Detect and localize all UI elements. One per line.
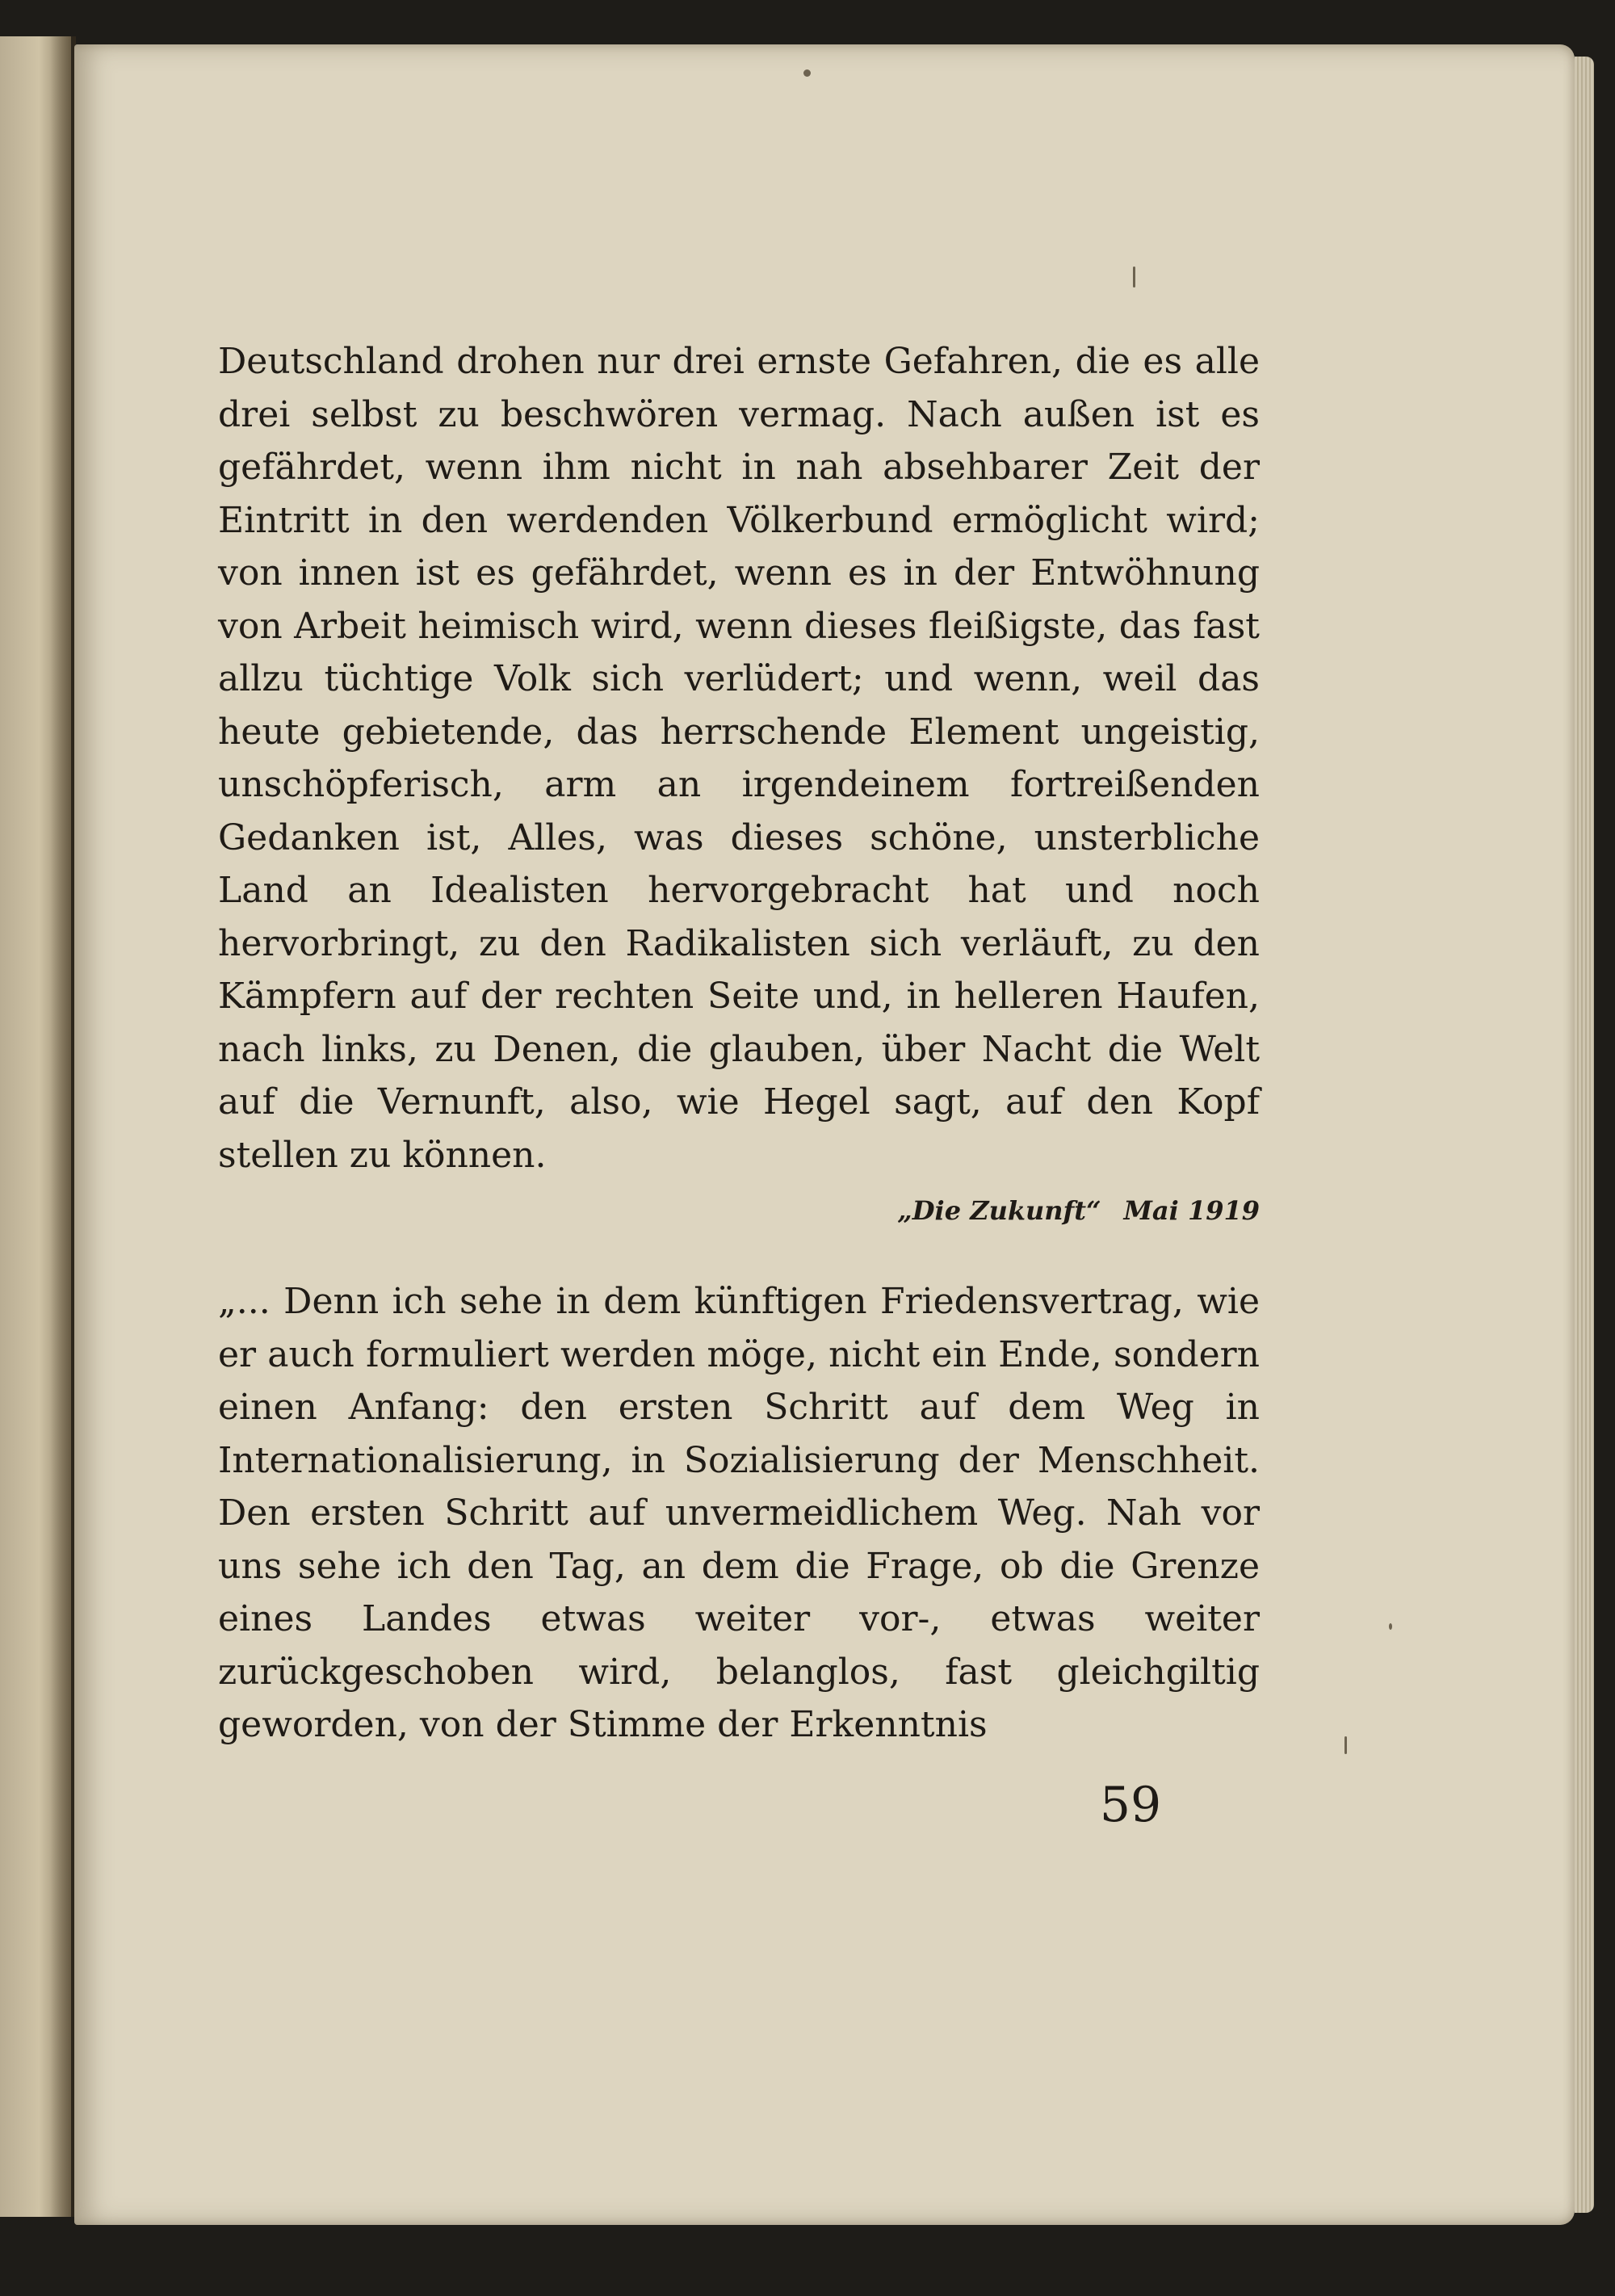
paragraph-first: Deutschland drohen nur drei ernste Gefahren, die es alle drei selbst zu beschwören vermag. Nach außen ist es gefährdet, wenn ihm nicht in nah absehbarer Zeit der Eintritt in den werdenden Völkerbund ermöglicht wird; von innen ist es gefährdet, wenn es in der Entwöhnung von Arbeit heimisch wird, wenn dieses fleißigste, das fast allzu tüchtige Volk sich verlüdert; und wenn, weil das heute gebietende, das herrschende Element ungeistig, unschöpferisch, arm an irgendeinem fortreißenden Gedanken ist, Alles, was dieses schöne, unsterbliche Land an Idealisten hervorgebracht hat und noch hervorbringt, zu den Radikalisten sich verläuft, zu den Kämpfern auf der rechten Seite und, in helleren Haufen, nach links, zu Denen, die glauben, über Nacht die Welt auf die Vernunft, also, wie Hegel sagt, auf den Kopf stellen zu können. (218, 341, 1260, 1176)
paragraph-second: „... Denn ich sehe in dem künftigen Friedensvertrag, wie er auch formuliert werden möge, nicht ein Ende, sondern einen Anfang: den ersten Schritt auf dem Weg in Internationalisierung, in Sozialisierung der Menschheit. Den ersten Schritt auf unvermeidlichem Weg. Nah vor uns sehe ich den Tag, an dem die Frage, ob die Grenze eines Landes etwas weiter vor-, etwas weiter zurückgeschoben wird, belanglos, fast gleichgiltig geworden, von der Stimme der Erkenntnis (218, 1281, 1260, 1745)
page-number: 59 (1099, 1777, 1162, 1833)
body-text (218, 335, 1260, 1752)
paper-speck (803, 69, 811, 77)
attribution-source: „Die Zukunft“ (897, 1195, 1101, 1226)
page-stack-edge (1575, 57, 1594, 2213)
attribution-line (218, 1193, 1260, 1228)
paper-speck (1389, 1623, 1392, 1630)
paper-speck (1133, 267, 1135, 288)
book-spine-shadow (50, 36, 76, 2217)
attribution-date: Mai 1919 (1123, 1195, 1260, 1226)
paper-speck (1344, 1736, 1347, 1754)
